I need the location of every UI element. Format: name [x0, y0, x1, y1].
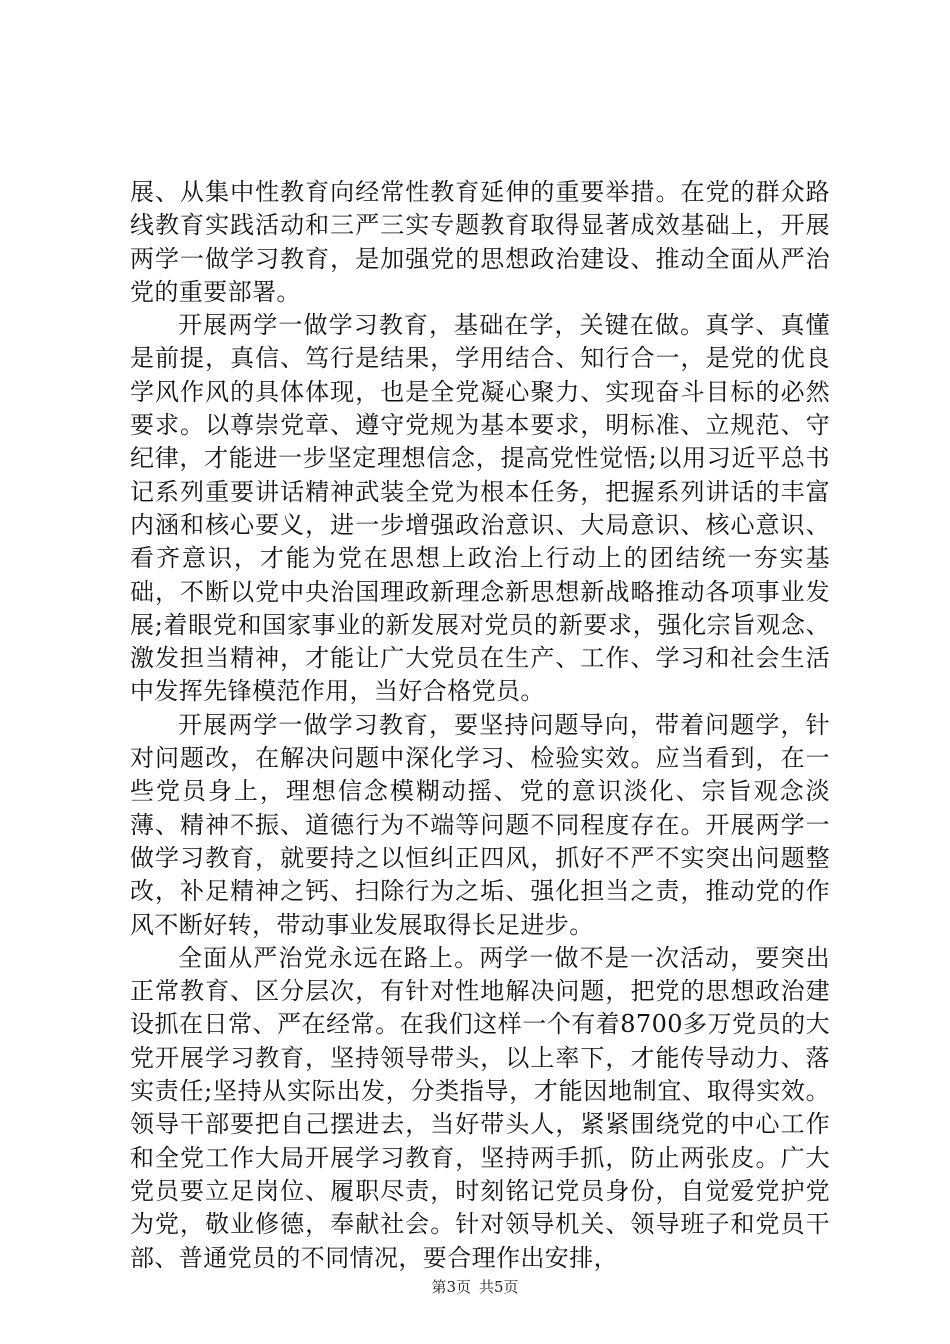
paragraph-continued: 展、从集中性教育向经常性教育延伸的重要举措。在党的群众路线教育实践活动和三严三实专题教育取得显著成效基础上，开展两学一做学习教育，是加强党的思想政治建设、推动全面从严治党的重要部署。	[130, 178, 830, 306]
paragraph: 开展两学一做学习教育，基础在学，关键在做。真学、真懂是前提，真信、笃行是结果，学用结合、知行合一，是党的优良学风作风的具体体现，也是全党凝心聚力、实现奋斗目标的必然要求。以尊崇党章、遵守党规为基本要求，明标准、立规范、守纪律，才能进一步坚定理想信念，提高党性觉悟;以用习近平总书记系列重要讲话精神武装全党为根本任务，把握系列讲话的丰富内涵和核心要义，进一步增强政治意识、大局意识、核心意识、看齐意识，才能为党在思想上政治上行动上的团结统一夯实基础，不断以党中央治国理政新理念新思想新战略推动各项事业发展;着眼党和国家事业的新发展对党员的新要求，强化宗旨观念、激发担当精神，才能让广大党员在生产、工作、学习和社会生活中发挥先锋模范作用，当好合格党员。	[130, 311, 830, 706]
document-body	[130, 176, 830, 1275]
page-footer	[0, 1277, 950, 1297]
paragraph: 全面从严治党永远在路上。两学一做不是一次活动，要突出正常教育、区分层次，有针对性地解决问题，把党的思想政治建设抓在日常、严在经常。在我们这样一个有着8700多万党员的大党开展学习教育，坚持领导带头，以上率下，才能传导动力、落实责任;坚持从实际出发，分类指导，才能因地制宜、取得实效。领导干部要把自己摆进去，当好带头人，紧紧围绕党的中心工作和全党工作大局开展学习教育，坚持两手抓，防止两张皮。广大党员要立足岗位、履职尽责，时刻铭记党员身份，自觉爱党护党为党，敬业修德，奉献社会。针对领导机关、领导班子和党员干部、普通党员的不同情况，要合理作出安排，	[130, 943, 830, 1272]
page-total: 共5页	[479, 1278, 519, 1296]
paragraph: 开展两学一做学习教育，要坚持问题导向，带着问题学，针对问题改，在解决问题中深化学习、检验实效。应当看到，在一些党员身上，理想信念模糊动摇、党的意识淡化、宗旨观念淡薄、精神不振、道德行为不端等问题不同程度存在。开展两学一做学习教育，就要持之以恒纠正四风，抓好不严不实突出问题整改，补足精神之钙、扫除行为之垢、强化担当之责，推动党的作风不断好转，带动事业发展取得长足进步。	[130, 710, 830, 939]
page-number: 第3页	[431, 1278, 471, 1296]
